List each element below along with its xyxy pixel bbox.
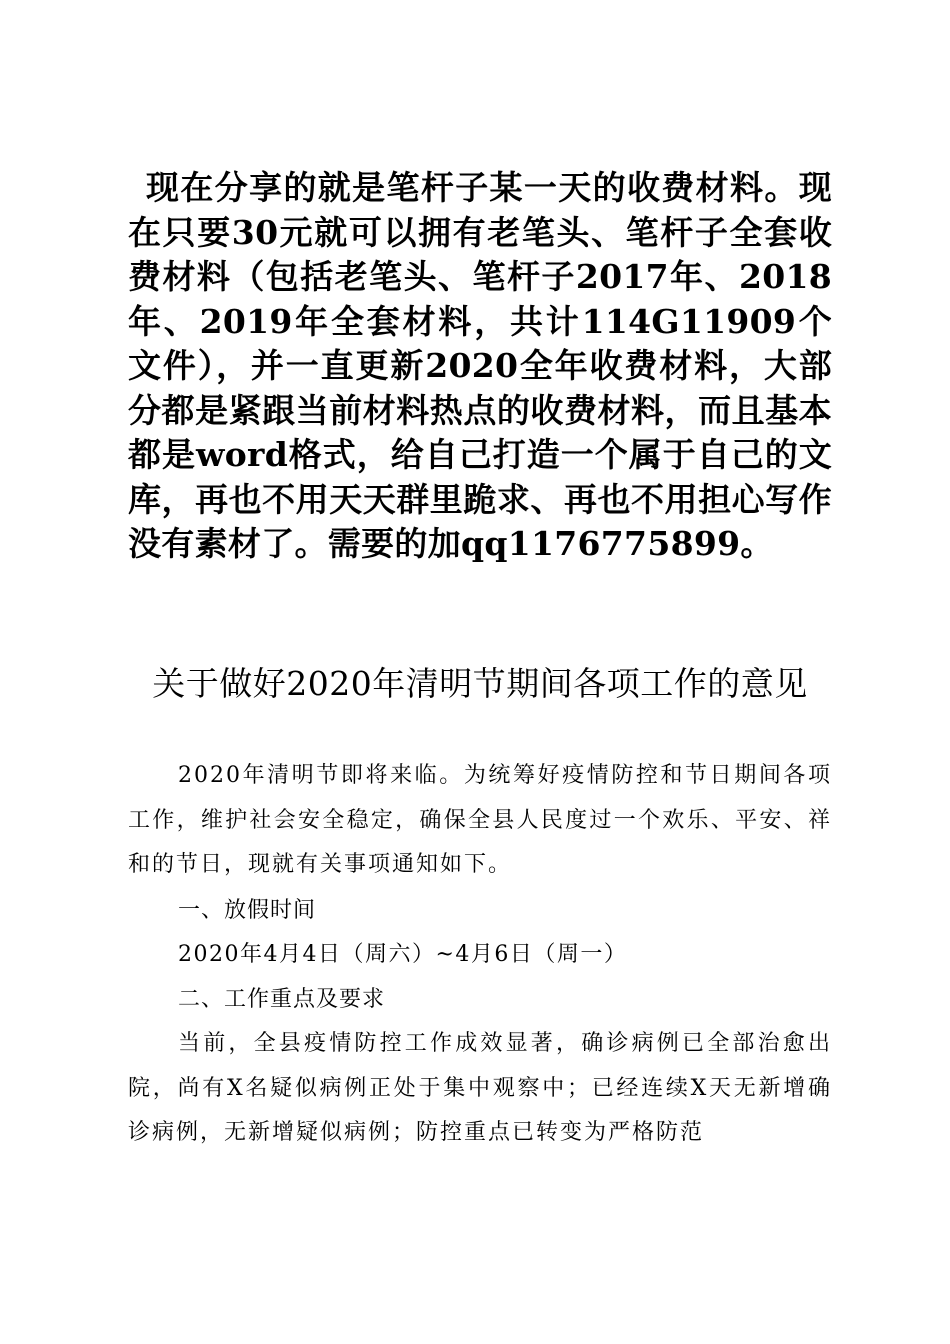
holiday-date-line: 2020年4月4日（周六）~4月6日（周一） <box>178 942 628 967</box>
section-heading-work-focus: 二、工作重点及要求 <box>178 987 386 1012</box>
section-heading-holiday-time: 一、放假时间 <box>178 898 317 923</box>
promo-text: 现在分享的就是笔杆子某一天的收费材料。现在只要30元就可以拥有老笔头、笔杆子全套收费材料（包括老笔头、笔杆子2017年、2018年、2019年全套材料，共计114G11909个文件），并一直更新2020全年收费材料，大部分都是紧跟当前材料热点的收费材料，而且基本都是word格式，给自己打造一个属于自己的文库，再也不用天天群里跪求、再也不用担心写作没有素材了。需要的加qq1176775899。 <box>128 168 832 563</box>
intro-paragraph: 2020年清明节即将来临。为统筹好疫情防控和节日期间各项工作，维护社会安全稳定，确保全县人民度过一个欢乐、平安、祥和的节日，现就有关事项通知如下。 <box>128 763 832 877</box>
work-focus-paragraph: 当前，全县疫情防控工作成效显著，确诊病例已全部治愈出院，尚有X名疑似病例正处于集中观察中；已经连续X天无新增确诊病例，无新增疑似病例；防控重点已转变为严格防范 <box>128 1031 832 1145</box>
document-title: 关于做好2020年清明节期间各项工作的意见 <box>152 664 808 703</box>
promo-paragraph <box>128 166 832 567</box>
